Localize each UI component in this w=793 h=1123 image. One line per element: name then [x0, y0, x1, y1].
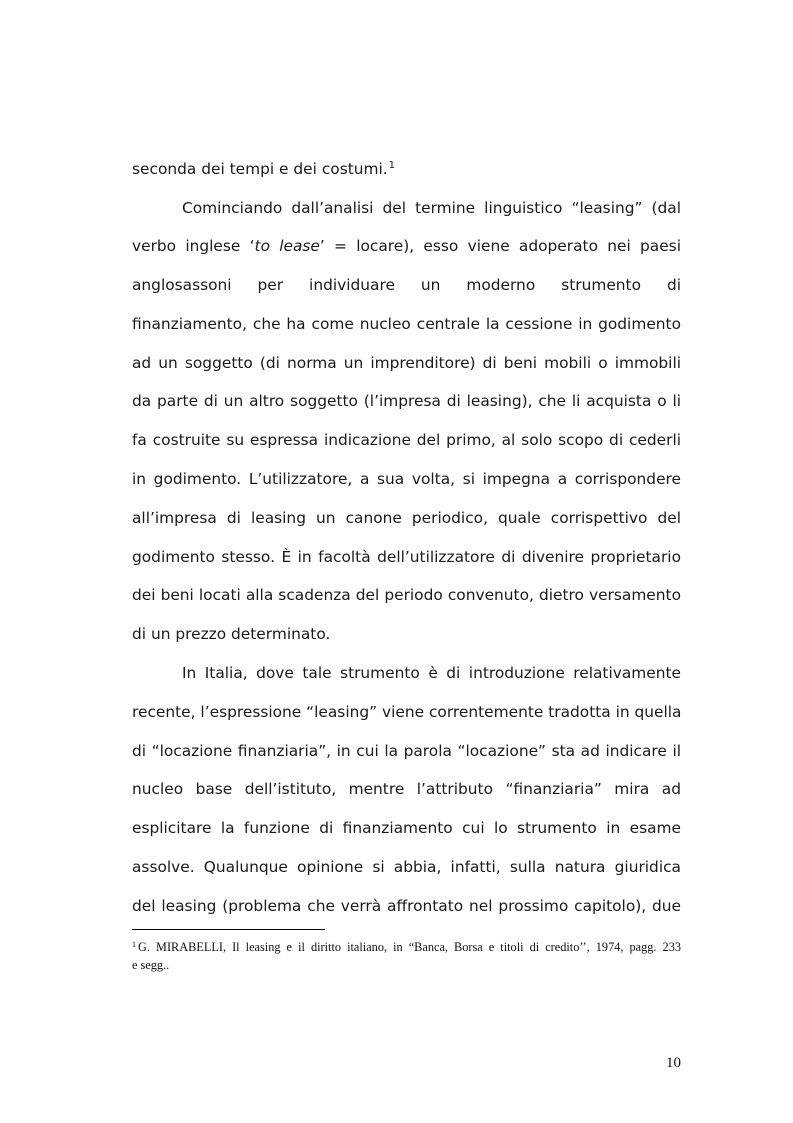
- footnote-text: G. MIRABELLI, Il leasing e il diritto italiano, in “Banca, Borsa e titoli di credito’’, 1974, pagg. 233: [138, 940, 681, 954]
- body-line: anglosassoni per individuare un moderno strumento di: [132, 276, 681, 294]
- body-line: [132, 235, 681, 257]
- body-line: recente, l’espressione “leasing” viene correntemente tradotta in quella: [132, 703, 682, 721]
- body-line: godimento stesso. È in facoltà dell’utilizzatore di divenire proprietario: [132, 548, 681, 566]
- page-number: 10: [666, 1055, 681, 1071]
- body-line: esplicitare la funzione di finanziamento cui lo strumento in esame: [132, 819, 681, 837]
- text-span: ’ = locare), esso viene adoperato nei paesi: [319, 237, 681, 255]
- body-line: all’impresa di leasing un canone periodico, quale corrispettivo del: [132, 509, 681, 527]
- body-line: nucleo base dell’istituto, mentre l’attributo “finanziaria” mira ad: [132, 780, 681, 798]
- body-line: finanziamento, che ha come nucleo centrale la cessione in godimento: [132, 315, 681, 333]
- footnote-marker: 1: [132, 940, 136, 949]
- footnote-separator: [132, 929, 325, 930]
- body-line: fa costruite su espressa indicazione del primo, al solo scopo di cederli: [132, 431, 681, 449]
- body-line: ad un soggetto (di norma un imprenditore) di beni mobili o immobili: [132, 354, 681, 372]
- text-span: seconda dei tempi e dei costumi.: [132, 160, 388, 178]
- body-line: [132, 158, 681, 180]
- italic-term: to lease: [254, 237, 320, 255]
- body-line: di un prezzo determinato.: [132, 625, 331, 643]
- text-span: verbo inglese ‘: [132, 237, 255, 255]
- body-line: da parte di un altro soggetto (l’impresa di leasing), che li acquista o li: [132, 392, 681, 410]
- body-line: in godimento. L’utilizzatore, a sua volta, si impegna a corrispondere: [132, 470, 681, 488]
- body-line: di “locazione finanziaria”, in cui la parola “locazione” sta ad indicare il: [132, 742, 681, 760]
- body-line: dei beni locati alla scadenza del periodo convenuto, dietro versamento: [132, 586, 681, 604]
- footnote-continuation: e segg..: [132, 958, 170, 972]
- body-line: Cominciando dall’analisi del termine linguistico “leasing” (dal: [182, 199, 681, 217]
- body-line: del leasing (problema che verrà affrontato nel prossimo capitolo), due: [132, 897, 681, 915]
- body-line: In Italia, dove tale strumento è di introduzione relativamente: [182, 664, 681, 682]
- footnote: [132, 938, 681, 956]
- footnote-reference[interactable]: 1: [388, 160, 396, 171]
- body-line: assolve. Qualunque opinione si abbia, infatti, sulla natura giuridica: [132, 858, 681, 876]
